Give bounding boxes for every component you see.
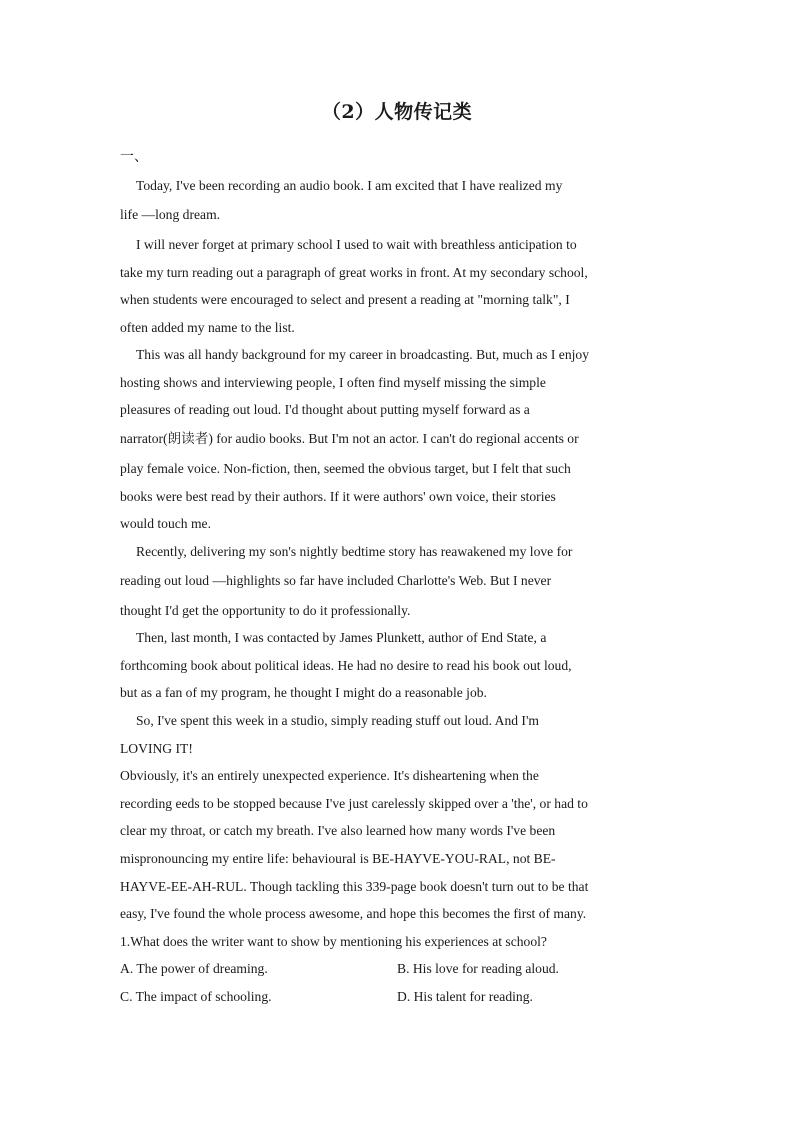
text-line: thought I'd get the opportunity to do it professionally. (120, 603, 411, 618)
option-c: C. The impact of schooling. (120, 989, 272, 1004)
text-line: take my turn reading out a paragraph of great works in front. At my secondary school, (120, 265, 588, 280)
text-line: play female voice. Non-fiction, then, seemed the obvious target, but I felt that such (120, 461, 571, 476)
text-line: easy, I've found the whole process awesome, and hope this becomes the first of many. (120, 906, 587, 921)
text-line: narrator(朗读者) for audio books. But I'm not an actor. I can't do regional accents or (120, 431, 579, 446)
text-line: when students were encouraged to select and present a reading at "morning talk", I (120, 292, 570, 307)
option-d: D. His talent for reading. (397, 989, 533, 1004)
text-line: life —long dream. (120, 207, 221, 222)
text-line: pleasures of reading out loud. I'd thought about putting myself forward as a (120, 402, 530, 417)
text-line: hosting shows and interviewing people, I often find myself missing the simple (120, 375, 546, 390)
text-line: LOVING IT! (120, 741, 193, 756)
text-line: but as a fan of my program, he thought I might do a reasonable job. (120, 685, 487, 700)
text-line: This was all handy background for my career in broadcasting. But, much as I enjoy (136, 347, 589, 362)
text-line: So, I've spent this week in a studio, simply reading stuff out loud. And I'm (136, 713, 539, 728)
text-line: recording eeds to be stopped because I've just carelessly skipped over a 'the', or had to (120, 796, 588, 811)
text-line: often added my name to the list. (120, 320, 295, 335)
question-stem: 1.What does the writer want to show by mentioning his experiences at school? (120, 934, 547, 949)
text-line: Today, I've been recording an audio book. I am excited that I have realized my (136, 178, 563, 193)
text-line: books were best read by their authors. If it were authors' own voice, their stories (120, 489, 556, 504)
text-line: mispronouncing my entire life: behavioural is BE-HAYVE-YOU-RAL, not BE- (120, 851, 556, 866)
option-a: A. The power of dreaming. (120, 961, 268, 976)
section-number: 一、 (120, 149, 148, 165)
text-line: HAYVE-EE-AH-RUL. Though tackling this 339-page book doesn't turn out to be that (120, 879, 589, 894)
text-line: clear my throat, or catch my breath. I've also learned how many words I've been (120, 823, 556, 838)
text-line: forthcoming book about political ideas. He had no desire to read his book out loud, (120, 658, 572, 673)
text-line: Then, last month, I was contacted by James Plunkett, author of End State, a (136, 630, 547, 645)
page-title: （2）人物传记类 (321, 101, 473, 123)
text-line: Obviously, it's an entirely unexpected experience. It's disheartening when the (120, 768, 539, 783)
text-line: reading out loud —highlights so far have included Charlotte's Web. But I never (120, 573, 552, 588)
option-b: B. His love for reading aloud. (397, 961, 559, 976)
text-line: would touch me. (120, 516, 211, 531)
text-line: I will never forget at primary school I used to wait with breathless anticipation to (136, 237, 577, 252)
text-line: Recently, delivering my son's nightly bedtime story has reawakened my love for (136, 544, 573, 559)
